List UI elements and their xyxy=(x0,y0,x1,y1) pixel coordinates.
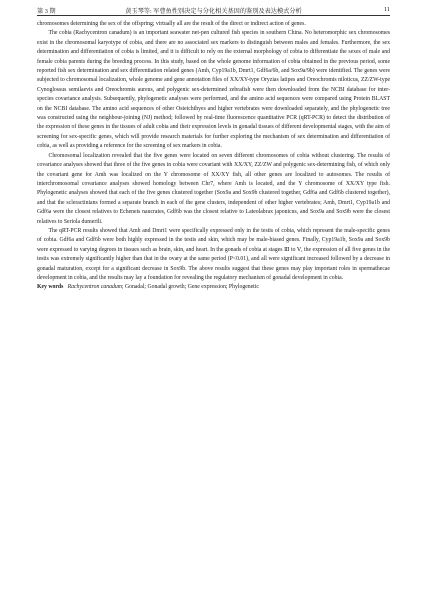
keywords-line xyxy=(37,283,390,292)
paragraph-continuation: chromosomes determining the sex of the offspring; virtually all are the result of the direct or indirect action of genes. xyxy=(37,21,306,27)
paragraph-localization: Chromosomal localization revealed that the five genes were located on seven different chromosomes of cobia without clustering. The results of covariance analyses showed that three of the five genes in cobia were covariant with XX/XY, ZZ/ZW and polygenic sex-determining fish, of which only the covariant gene for Amh was localized on the Y chromosome of XX/XY fish, all other genes are localized to autosomes. The results of interchromosomal covariance analyses showed homology between Chr7, where Amh is located, and the Y chromosome of XX/XY type fish. Phylogenetic analyses showed that each of the five genes clustered together (Sox9a and Sox9b clustered together, Gdf6a and Gdf6b clustered together), and that the scleractinians formed a separate branch in each of the gene clusters, independent of other higher vertebrates; Amh, Dmrt1, Cyp19a1b and Gdf6a were the closest relatives to Echeneis naucrates, Gdf6b was the closest relative to Lateolabrax japonicus, and Sox9a and Sox9b were the closest relatives to Seriola dumerili. xyxy=(37,152,390,225)
page-number: 11 xyxy=(384,6,390,13)
running-header xyxy=(0,0,427,18)
keywords-rest: ; Gonadal; Gonadal growth; Gene expression; Phylogenetic xyxy=(121,284,259,291)
keywords-label: Key words xyxy=(37,284,64,291)
running-title: 黄玉琴等: 军曹鱼性别决定与分化相关基因的鉴别及表达模式分析 xyxy=(125,8,302,15)
paragraph-qrtpcr: The qRT-PCR results showed that Amh and Dmrt1 were specifically expressed only in the testis of cobia, which represent the male-specific genes of cobia. Gdf6a and Gdf6b were both highly expressed in the testis and skin, which may be male-biased genes. Finally, Cyp19a1b, Sox9a and Sox9b were expressed to varying degrees in tissues such as brain, skin, and heart. In the gonads of cobia at stages Ⅲ to Ⅴ, the expression of all five genes in the testis was extremely significantly higher than that in the ovary at the same period (P<0.01), and all were significant increased followed by a decrease in gonadal maturation, except for a significant decrease in Sox9b. The above results suggest that these genes may play important roles in spermathecae development in cobia, and the results may lay a foundation for revealing the regulatory mechanism of gonadal development in cobia. xyxy=(37,227,390,281)
header-rule xyxy=(37,15,390,16)
keyword-species: Rachycentron canadum xyxy=(67,284,122,291)
issue-number: 第 3 期 xyxy=(37,8,56,15)
abstract-body xyxy=(37,20,390,293)
paragraph-background: The cobia (Rachycentron canadum) is an important seawater net-pen cultured fish species in southern China. No heteromorphic sex chromosomes exist in the chromosomal karyotype of cobia, and there are no associated sex markers to distinguish between males and females. Furthermore, the sex determination and differentiation of cobia is limited, and it is difficult to rely on the external morphology of cobia to differentiate the sexes of male and female cobia parents during the breeding process. In this study, based on the whole genome information of cobia obtained in the previous period, some reported fish sex determination and sex differentiation related genes (Amh, Cyp19a1b, Dmrt1, Gdf6a/6b, and Sox9a/9b) were identified. The genes were subjected to chromosomal localization, whole genome and gene annotation files of XX/XY-type Oryzias latipes and Oreochromis niloticus, ZZ/ZW-type Cynoglossus semilaevis and Oreochromis aureus, and polygenic sex-determined zebrafish were then downloaded from the NCBI database for inter-species covariance analysis. Subsequently, phylogenetic analyses were performed, and the amino acid sequences were compared using Protein BLAST on the NCBI database. The amino acid sequences of other Osteichthyes and higher vertebrates were downloaded separately, and the phylogenetic tree was constructed using the neighbour-joining (NJ) method; followed by real-time fluorescence quantitative PCR (qRT-PCR) to detect the distribution of the expression of these genes in the tissues of adult cobia and their expression levels in gonadal tissues of different developmental stages, with the aim of screening for sex-specific genes, which will provide research materials for further exploring the mechanism of sex determination and differentiation of cobia, as well as providing a reference for the screening of sex markers in cobia. xyxy=(37,30,390,150)
